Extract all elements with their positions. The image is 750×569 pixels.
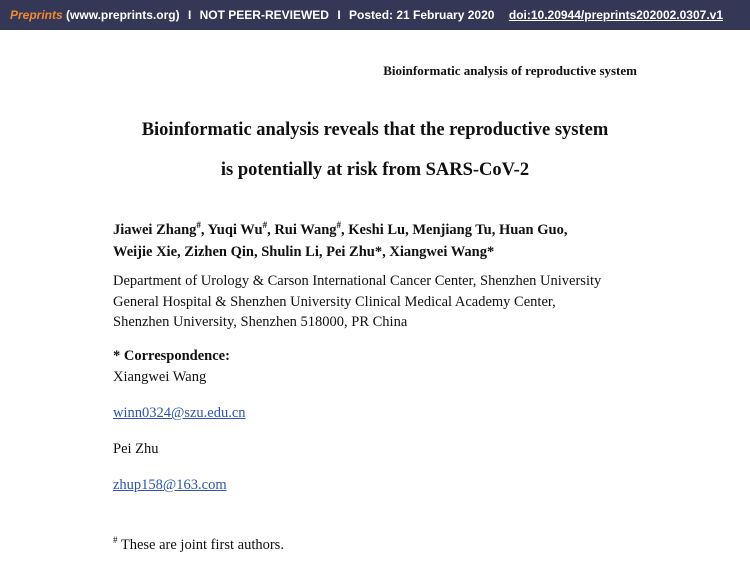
correspondence-heading: * Correspondence: (113, 348, 230, 364)
running-head: Bioinformatic analysis of reproductive system (383, 63, 637, 78)
correspondence-email-2[interactable]: zhup158@163.com (113, 477, 227, 493)
correspondence-name-1: Xiangwei Wang (113, 369, 207, 385)
correspondence-name-2: Pei Zhu (113, 441, 159, 457)
affiliation-line-3: Shenzhen University, Shenzhen 518000, PR China (113, 314, 408, 330)
author-line-2: Weijie Xie, Zizhen Qin, Shulin Li, Pei Zhu*, Xiangwei Wang* (113, 243, 495, 260)
joint-first-mark: # (196, 220, 201, 230)
joint-first-mark: # (262, 220, 268, 230)
banner-review-status: NOT PEER-REVIEWED (199, 8, 329, 22)
affiliation-line-2: General Hospital & Shenzhen University Clinical Medical Academy Center, (113, 293, 556, 310)
banner-separator: I (187, 8, 192, 22)
author-list (113, 214, 643, 263)
author-name: Jiawei Zhang (113, 221, 197, 238)
author-name: Yuqi Wu (207, 221, 263, 238)
doi-link[interactable]: doi:10.20944/preprints202002.0307.v1 (508, 8, 723, 22)
author-name: Rui Wang (274, 221, 337, 238)
author-separator: , (267, 221, 275, 238)
banner-info (10, 8, 494, 22)
footnote (113, 535, 284, 554)
banner-url: (www.preprints.org) (66, 8, 180, 22)
banner-posted-date: Posted: 21 February 2020 (349, 8, 495, 22)
footnote-text: These are joint first authors. (117, 536, 284, 553)
footnote-mark: # (113, 535, 118, 545)
joint-first-mark: # (336, 220, 342, 230)
author-line-1 (113, 214, 643, 241)
banner-separator: I (337, 8, 341, 22)
paper-title-line-1: Bioinformatic analysis reveals that the reproductive system (141, 120, 609, 140)
author-separator: , (200, 221, 208, 238)
preprint-banner (0, 0, 750, 30)
author-separator: , (341, 221, 349, 238)
author-names: Keshi Lu, Menjiang Tu, Huan Guo, (348, 221, 568, 238)
paper-title-line-2: is potentially at risk from SARS-CoV-2 (220, 160, 530, 180)
affiliation-line-1: Department of Urology & Carson International Cancer Center, Shenzhen University (113, 273, 602, 289)
affiliation (113, 271, 673, 333)
banner-brand: Preprints (10, 8, 63, 22)
correspondence-email-1[interactable]: winn0324@szu.edu.cn (113, 405, 246, 421)
